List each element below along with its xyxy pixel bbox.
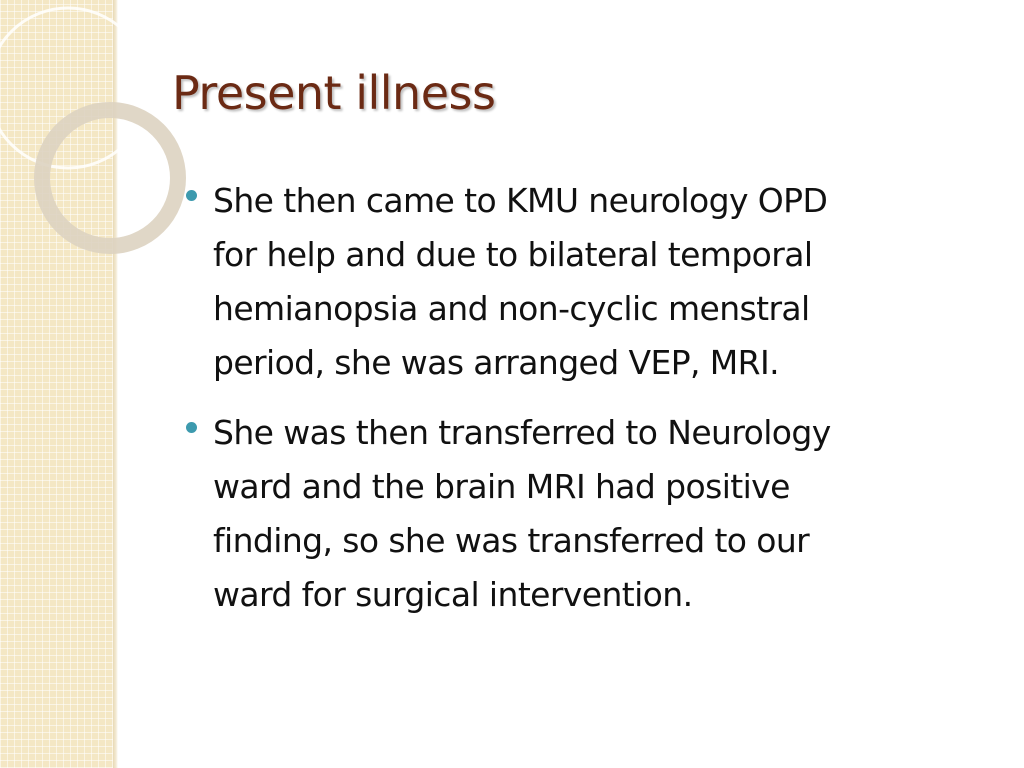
slide-title: Present illness (172, 66, 496, 120)
bullet-line: hemianopsia and non-cyclic menstral (213, 289, 810, 328)
bullet-line: She then came to KMU neurology OPD (213, 181, 828, 220)
bullet-marker-icon (186, 190, 197, 201)
bullet-line: for help and due to bilateral temporal (213, 235, 813, 274)
bullet-item (186, 406, 986, 622)
bullet-line: finding, so she was transferred to our (213, 521, 810, 560)
decorative-ring-small (42, 110, 178, 246)
bullet-line: period, she was arranged VEP, MRI. (213, 343, 780, 382)
decorative-rings (0, 0, 160, 260)
bullet-line: ward for surgical intervention. (213, 575, 693, 614)
bullet-marker-icon (186, 422, 197, 433)
decorative-ring-large (0, 8, 148, 168)
bullet-line: She was then transferred to Neurology (213, 413, 831, 452)
bullet-list (186, 174, 986, 638)
bullet-line: ward and the brain MRI had positive (213, 467, 790, 506)
bullet-item (186, 174, 986, 390)
